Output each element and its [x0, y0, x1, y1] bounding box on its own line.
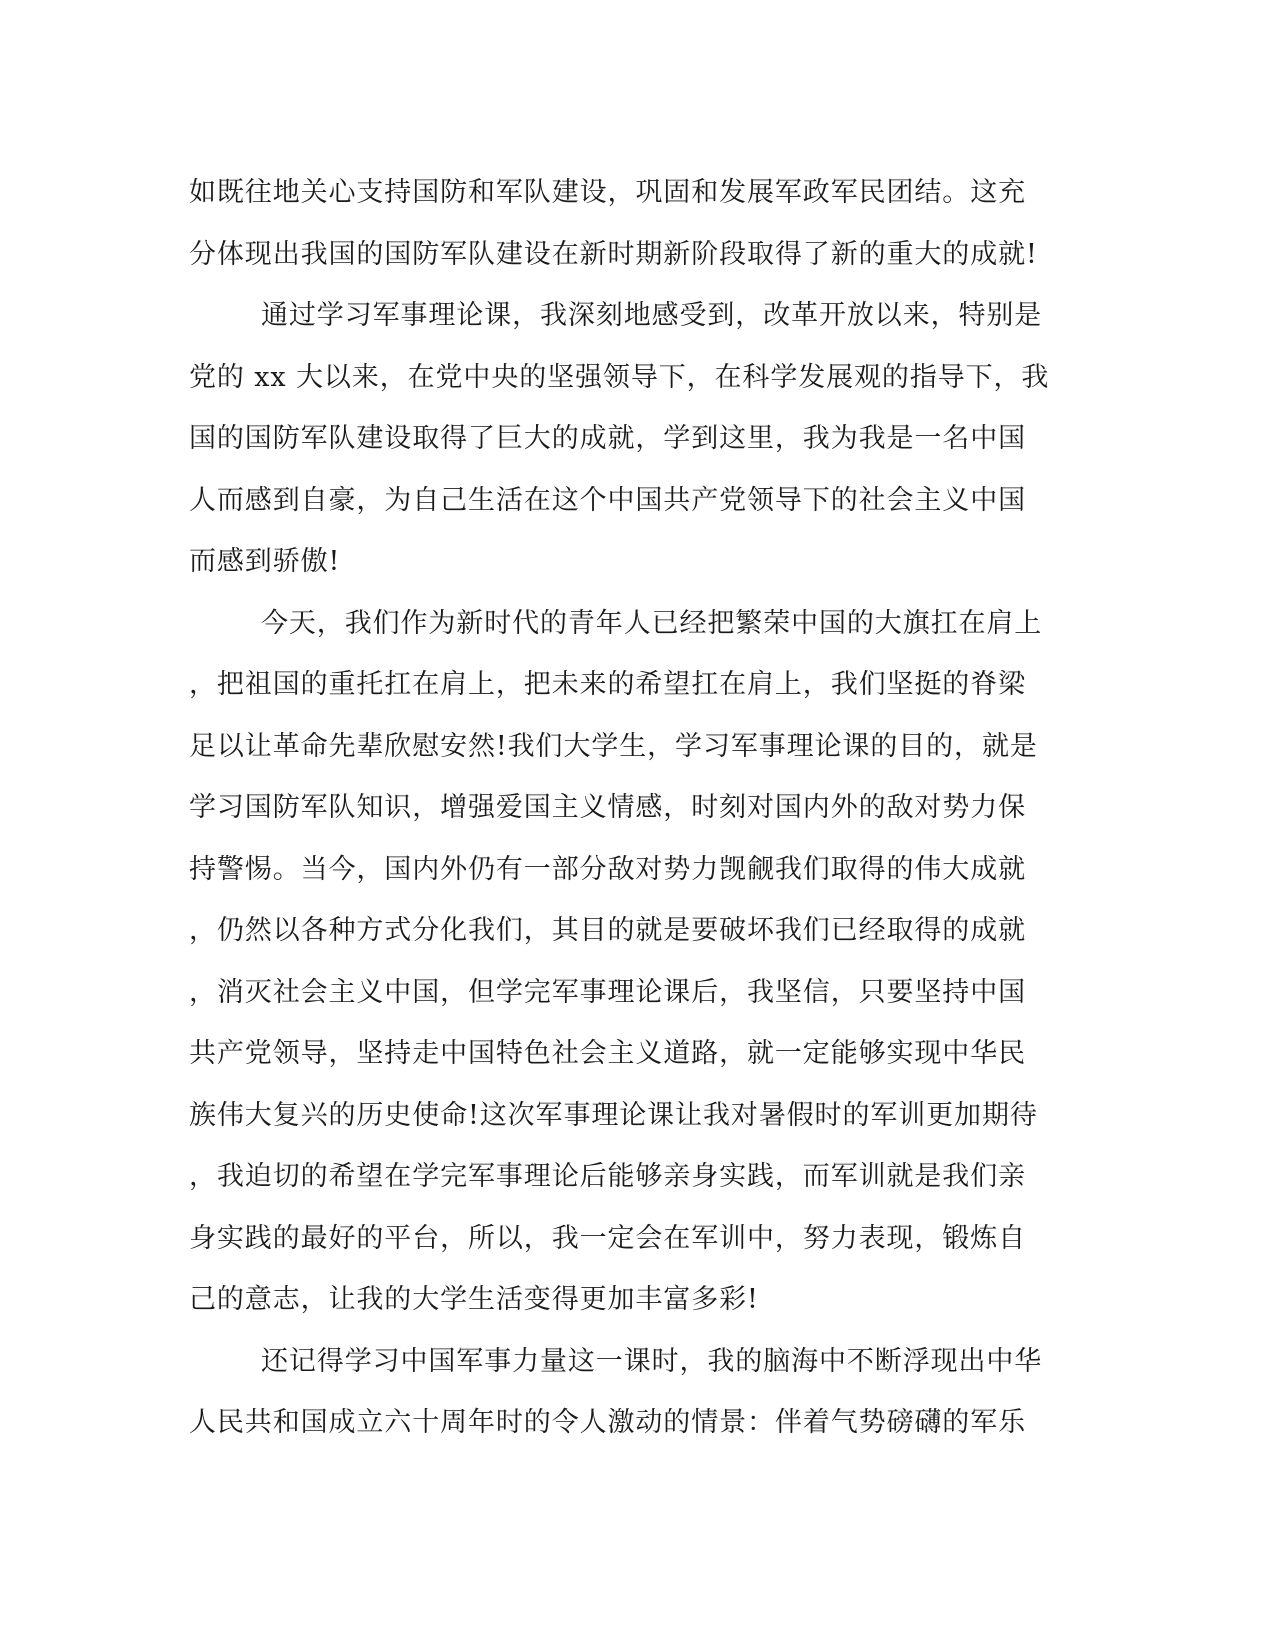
- paragraph-start-line: 还记得学习中国军事力量这一课时，我的脑海中不断浮现出中华: [261, 1345, 1043, 1377]
- text-line: 共产党领导，坚持走中国特色社会主义道路，就一定能够实现中华民: [189, 1038, 1026, 1069]
- text-line: 己的意志，让我的大学生活变得更加丰富多彩!: [189, 1284, 759, 1315]
- text-line: 足以让革命先辈欣慰安然!我们大学生，学习军事理论课的目的，就是: [189, 730, 1038, 762]
- text-line: ，消灭社会主义中国，但学完军事理论课后，我坚信，只要坚持中国: [189, 976, 1026, 1008]
- text-line: 人民共和国成立六十周年时的令人激动的情景：伴着气势磅礴的军乐: [189, 1407, 1026, 1438]
- paragraph-start-line: 今天，我们作为新时代的青年人已经把繁荣中国的大旗扛在肩上: [261, 607, 1043, 639]
- document-body: [189, 162, 1089, 1454]
- text-line: 而感到骄傲!: [189, 546, 341, 577]
- text-line: 族伟大复兴的历史使命!这次军事理论课让我对暑假时的军训更加期待: [189, 1099, 1038, 1131]
- text-line: 身实践的最好的平台，所以，我一定会在军训中，努力表现，锻炼自: [189, 1222, 1026, 1254]
- text-line: 持警惕。当今，国内外仍有一部分敌对势力觊觎我们取得的伟大成就: [189, 853, 1026, 885]
- text-line: 分体现出我国的国防军队建设在新时期新阶段取得了新的重大的成就!: [189, 238, 1038, 270]
- text-line: 学习国防军队知识，增强爱国主义情感，时刻对国内外的敌对势力保: [189, 792, 1026, 823]
- paragraph-start-line: 通过学习军事理论课，我深刻地感受到，改革开放以来，特别是: [261, 300, 1043, 331]
- text-line: 人而感到自豪，为自己生活在这个中国共产党领导下的社会主义中国: [189, 484, 1026, 516]
- text-line: ，把祖国的重托扛在肩上，把未来的希望扛在肩上，我们坚挺的脊梁: [189, 669, 1026, 700]
- text-line: 国的国防军队建设取得了巨大的成就，学到这里，我为我是一名中国: [189, 423, 1026, 454]
- text-line: ，我迫切的希望在学完军事理论后能够亲身实践，而军训就是我们亲: [189, 1161, 1026, 1192]
- text-line: 如既往地关心支持国防和军队建设，巩固和发展军政军民团结。这充: [189, 177, 1026, 208]
- text-line: ，仍然以各种方式分化我们，其目的就是要破坏我们已经取得的成就: [189, 915, 1026, 946]
- text-line: 党的 xx 大以来，在党中央的坚强领导下，在科学发展观的指导下，我: [189, 361, 1050, 393]
